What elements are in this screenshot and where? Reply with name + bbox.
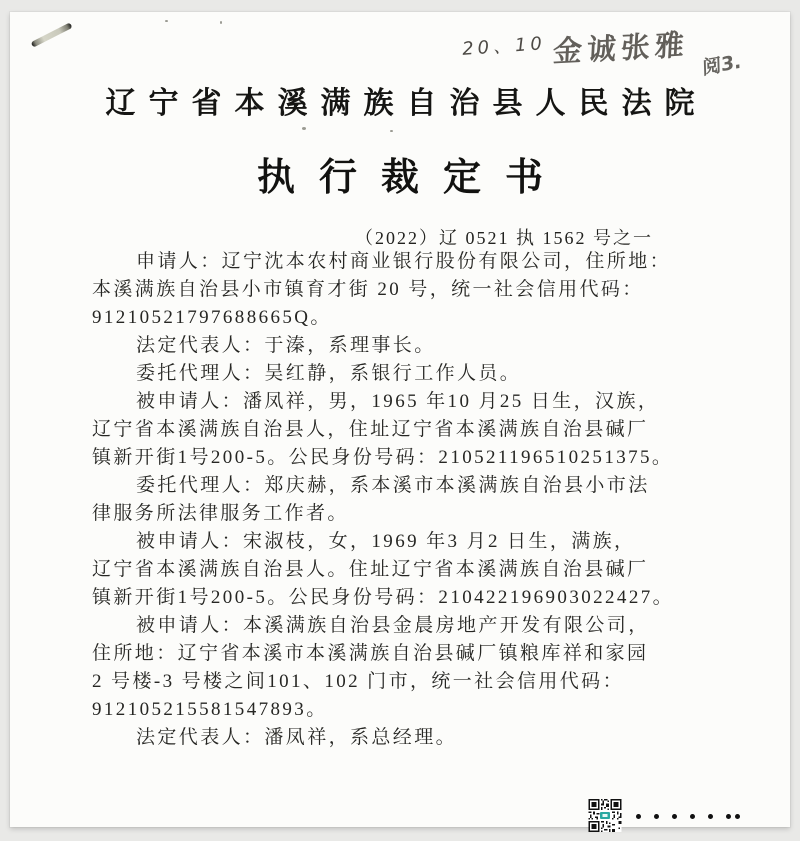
- document-body: [92, 248, 720, 752]
- footer-dots: [636, 808, 766, 824]
- document-title: 执行裁定书: [256, 157, 567, 199]
- dot: [726, 814, 731, 819]
- dot: [735, 814, 740, 819]
- staple-mark-icon: [31, 22, 73, 47]
- scan-speck: [165, 20, 168, 22]
- dot: [708, 814, 713, 819]
- scan-speck: [390, 130, 393, 132]
- body-line: 镇新开街1号200-5。公民身份号码：210521196510251375。: [92, 447, 674, 468]
- body-line: 住所地：辽宁省本溪市本溪满族自治县碱厂镇粮库祥和家园: [92, 643, 649, 664]
- dot: [654, 814, 659, 819]
- dot: [636, 814, 641, 819]
- document-page: [10, 12, 790, 827]
- body-line: 法定代表人：于溱，系理事长。: [136, 335, 436, 356]
- body-line: 委托代理人：吴红静，系银行工作人员。: [136, 363, 522, 384]
- body-line: 被申请人：宋淑枝，女，1969 年3 月2 日生，满族，: [136, 531, 636, 552]
- body-line: 辽宁省本溪满族自治县人。住址辽宁省本溪满族自治县碱厂: [92, 559, 649, 580]
- dot: [672, 814, 677, 819]
- body-line: 91210521797688665Q。: [92, 307, 332, 328]
- body-line: 本溪满族自治县小市镇育才街 20 号，统一社会信用代码：: [92, 279, 644, 300]
- body-line: 被申请人：本溪满族自治县金晨房地产开发有限公司，: [136, 615, 650, 636]
- body-line: 2 号楼-3 号楼之间101、102 门市，统一社会信用代码：: [92, 671, 624, 692]
- handwritten-signature-suffix: 阅3.: [701, 50, 742, 80]
- handwritten-date: 20、10: [461, 33, 547, 60]
- body-line: 辽宁省本溪满族自治县人，住址辽宁省本溪满族自治县碱厂: [92, 419, 649, 440]
- body-line: 镇新开街1号200-5。公民身份号码：210422196903022427。: [92, 587, 675, 608]
- qr-code-icon: [588, 799, 622, 832]
- scan-speck: [302, 127, 306, 130]
- body-line: 委托代理人：郑庆赫，系本溪市本溪满族自治县小市法: [136, 475, 650, 496]
- body-line: 法定代表人：潘凤祥，系总经理。: [136, 727, 458, 748]
- body-line: 912105215581547893。: [92, 699, 328, 720]
- body-line: 申请人：辽宁沈本农村商业银行股份有限公司，住所地：: [136, 251, 672, 272]
- handwritten-signature: 金诚张雅: [552, 27, 690, 69]
- body-line: 被申请人：潘凤祥，男，1965 年10 月25 日生，汉族，: [136, 391, 660, 412]
- dot: [690, 814, 695, 819]
- court-name-heading: 辽宁省本溪满族自治县人民法院: [105, 87, 708, 120]
- case-number: （2022）辽 0521 执 1562 号之一: [355, 228, 653, 248]
- scan-speck: [220, 21, 222, 24]
- body-line: 律服务所法律服务工作者。: [92, 503, 349, 524]
